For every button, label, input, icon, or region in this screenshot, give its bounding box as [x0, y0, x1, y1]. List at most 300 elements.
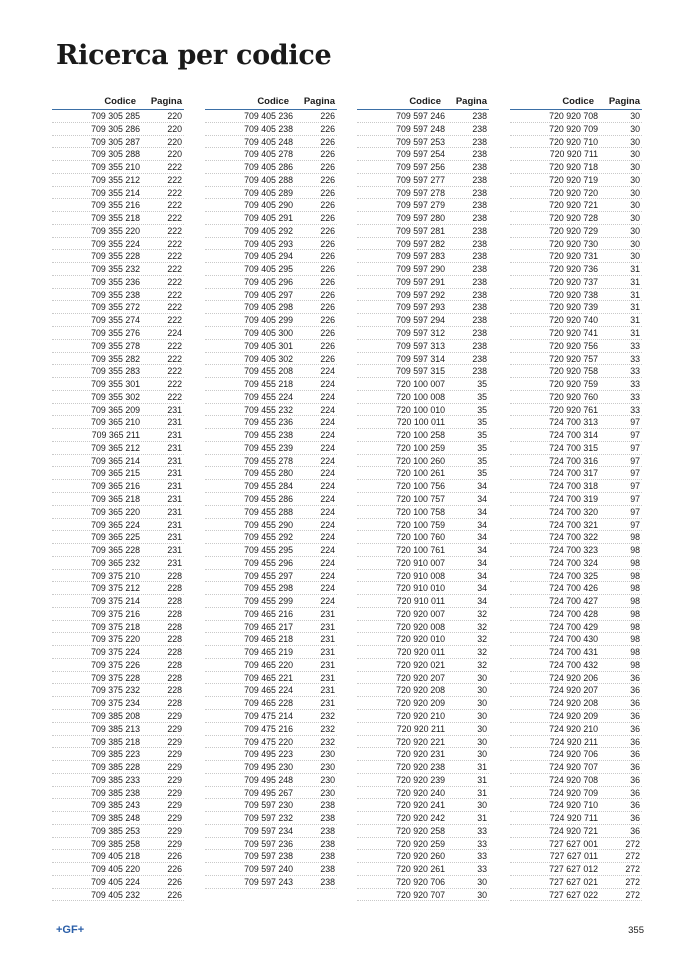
code-cell: 720 920 209	[396, 698, 445, 709]
table-row	[205, 340, 337, 353]
page-cell: 222	[167, 200, 182, 211]
code-cell: 709 597 234	[244, 825, 293, 836]
code-cell: 724 920 206	[549, 672, 598, 683]
table-row	[357, 289, 489, 302]
table-row	[52, 212, 184, 225]
page-cell: 98	[630, 647, 640, 658]
table-row	[510, 238, 642, 251]
page-cell: 230	[320, 749, 335, 760]
table-row	[357, 327, 489, 340]
code-cell: 724 700 315	[549, 442, 598, 453]
table-row	[510, 378, 642, 391]
page-cell: 228	[167, 596, 182, 607]
code-cell: 709 405 238	[244, 123, 293, 134]
code-cell: 720 920 261	[396, 864, 445, 875]
code-cell: 720 920 711	[549, 149, 598, 160]
code-cell: 709 375 232	[91, 685, 140, 696]
table-row	[357, 174, 489, 187]
table-row	[52, 570, 184, 583]
page-cell: 232	[320, 736, 335, 747]
page-cell: 226	[320, 238, 335, 249]
code-cell: 709 465 228	[244, 698, 293, 709]
page-cell: 228	[167, 570, 182, 581]
table-row	[357, 863, 489, 876]
code-cell: 709 455 296	[244, 557, 293, 568]
code-cell: 709 405 218	[91, 851, 140, 862]
table-row	[357, 225, 489, 238]
page-cell: 229	[167, 787, 182, 798]
code-cell: 709 385 233	[91, 774, 140, 785]
page-cell: 238	[472, 225, 487, 236]
code-cell: 709 355 218	[91, 213, 140, 224]
table-row	[52, 148, 184, 161]
table-row	[357, 825, 489, 838]
code-cell: 709 465 216	[244, 608, 293, 619]
page-cell: 220	[167, 136, 182, 147]
page-cell: 226	[320, 225, 335, 236]
page-cell: 98	[630, 557, 640, 568]
table-row	[52, 378, 184, 391]
table-row	[205, 684, 337, 697]
table-row	[205, 697, 337, 710]
code-cell: 709 455 297	[244, 570, 293, 581]
table-row	[52, 429, 184, 442]
table-row	[205, 225, 337, 238]
table-row	[52, 250, 184, 263]
code-cell: 709 355 282	[91, 353, 140, 364]
code-cell: 709 365 214	[91, 455, 140, 466]
table-row	[510, 748, 642, 761]
code-cell: 720 920 720	[549, 187, 598, 198]
table-row	[357, 838, 489, 851]
page-cell: 31	[477, 774, 487, 785]
page-cell: 34	[477, 506, 487, 517]
page-cell: 238	[472, 162, 487, 173]
table-row	[510, 799, 642, 812]
code-cell: 709 385 213	[91, 723, 140, 734]
code-cell: 709 465 218	[244, 634, 293, 645]
table-row	[205, 314, 337, 327]
table-row	[357, 263, 489, 276]
table-row	[205, 110, 337, 123]
table-row	[205, 187, 337, 200]
page-cell: 97	[630, 417, 640, 428]
page-cell: 36	[630, 774, 640, 785]
table-row	[357, 748, 489, 761]
table-row	[510, 519, 642, 532]
table-row	[205, 148, 337, 161]
page-cell: 238	[472, 315, 487, 326]
page-cell: 32	[477, 634, 487, 645]
table-row	[205, 378, 337, 391]
code-cell: 724 700 321	[549, 519, 598, 530]
code-cell: 727 627 021	[549, 876, 598, 887]
table-header	[205, 95, 337, 110]
page-cell: 229	[167, 736, 182, 747]
table-row	[205, 608, 337, 621]
page-cell: 30	[477, 698, 487, 709]
page-cell: 222	[167, 213, 182, 224]
page-cell: 36	[630, 710, 640, 721]
page-cell: 30	[477, 876, 487, 887]
code-cell: 709 455 298	[244, 583, 293, 594]
code-cell: 709 597 236	[244, 838, 293, 849]
table-row	[52, 519, 184, 532]
page-cell: 30	[630, 187, 640, 198]
code-cell: 709 597 243	[244, 876, 293, 887]
table-row	[510, 595, 642, 608]
code-cell: 724 700 429	[549, 621, 598, 632]
page-cell: 229	[167, 710, 182, 721]
table-row	[52, 506, 184, 519]
code-cell: 720 920 010	[396, 634, 445, 645]
code-cell: 724 920 207	[549, 685, 598, 696]
page-cell: 238	[320, 825, 335, 836]
code-cell: 709 355 276	[91, 328, 140, 339]
table-row	[357, 467, 489, 480]
table-row	[52, 301, 184, 314]
page-cell: 30	[630, 251, 640, 262]
table-row	[357, 595, 489, 608]
code-cell: 720 920 008	[396, 621, 445, 632]
code-cell: 709 405 278	[244, 149, 293, 160]
code-cell: 709 597 240	[244, 864, 293, 875]
page-cell: 33	[477, 851, 487, 862]
page-cell: 228	[167, 634, 182, 645]
code-cell: 709 405 289	[244, 187, 293, 198]
page-cell: 97	[630, 506, 640, 517]
code-cell: 724 700 428	[549, 608, 598, 619]
table-row	[205, 825, 337, 838]
page-cell: 224	[320, 379, 335, 390]
page-cell: 231	[320, 659, 335, 670]
table-row	[52, 123, 184, 136]
table-row	[357, 480, 489, 493]
header-page: Pagina	[455, 96, 487, 107]
code-cell: 709 455 278	[244, 455, 293, 466]
page-cell: 30	[630, 111, 640, 121]
table-row	[52, 467, 184, 480]
page-cell: 238	[472, 149, 487, 160]
code-table-2	[205, 95, 337, 889]
code-cell: 709 355 302	[91, 391, 140, 402]
table-row	[52, 608, 184, 621]
table-row	[52, 876, 184, 889]
code-cell: 709 597 238	[244, 851, 293, 862]
code-cell: 709 385 253	[91, 825, 140, 836]
table-row	[205, 391, 337, 404]
table-row	[205, 480, 337, 493]
table-row	[205, 353, 337, 366]
code-cell: 720 910 008	[396, 570, 445, 581]
page-cell: 97	[630, 442, 640, 453]
page-cell: 30	[630, 238, 640, 249]
page-cell: 231	[320, 634, 335, 645]
page-cell: 238	[472, 213, 487, 224]
page-cell: 228	[167, 608, 182, 619]
table-row	[205, 276, 337, 289]
table-row	[357, 761, 489, 774]
code-cell: 724 700 432	[549, 659, 598, 670]
page-cell: 33	[630, 391, 640, 402]
table-row	[205, 876, 337, 889]
page-cell: 222	[167, 353, 182, 364]
table-row	[510, 416, 642, 429]
page-cell: 220	[167, 123, 182, 134]
page-cell: 34	[477, 583, 487, 594]
table-rows	[357, 110, 489, 901]
table-row	[357, 710, 489, 723]
page-cell: 34	[477, 596, 487, 607]
page-cell: 31	[477, 762, 487, 773]
page-cell: 224	[320, 519, 335, 530]
page-cell: 231	[167, 404, 182, 415]
page-cell: 226	[320, 162, 335, 173]
code-cell: 709 597 248	[396, 123, 445, 134]
page-cell: 228	[167, 647, 182, 658]
table-row	[510, 863, 642, 876]
page-cell: 226	[320, 123, 335, 134]
page-cell: 36	[630, 813, 640, 824]
code-cell: 720 920 706	[396, 876, 445, 887]
page-cell: 34	[477, 481, 487, 492]
page-cell: 229	[167, 838, 182, 849]
page-cell: 238	[472, 251, 487, 262]
code-cell: 720 920 760	[549, 391, 598, 402]
code-cell: 709 355 278	[91, 340, 140, 351]
table-row	[52, 863, 184, 876]
code-cell: 709 375 216	[91, 608, 140, 619]
code-cell: 720 100 260	[396, 455, 445, 466]
code-cell: 720 920 258	[396, 825, 445, 836]
code-cell: 709 405 300	[244, 328, 293, 339]
table-row	[357, 723, 489, 736]
table-row	[205, 557, 337, 570]
page-cell: 33	[477, 825, 487, 836]
code-cell: 709 385 208	[91, 710, 140, 721]
table-row	[52, 838, 184, 851]
table-row	[357, 250, 489, 263]
table-row	[52, 531, 184, 544]
table-row	[510, 442, 642, 455]
code-cell: 709 475 220	[244, 736, 293, 747]
code-cell: 720 920 728	[549, 213, 598, 224]
code-cell: 720 920 208	[396, 685, 445, 696]
page-cell: 35	[477, 430, 487, 441]
code-cell: 724 700 325	[549, 570, 598, 581]
page-cell: 222	[167, 302, 182, 313]
page-cell: 32	[477, 621, 487, 632]
table-row	[52, 416, 184, 429]
page-cell: 36	[630, 698, 640, 709]
code-cell: 709 597 292	[396, 289, 445, 300]
table-row	[52, 289, 184, 302]
code-cell: 709 597 256	[396, 162, 445, 173]
code-cell: 709 455 236	[244, 417, 293, 428]
table-row	[510, 787, 642, 800]
table-row	[357, 570, 489, 583]
code-cell: 724 920 210	[549, 723, 598, 734]
page-cell: 238	[472, 276, 487, 287]
table-row	[52, 697, 184, 710]
table-row	[510, 736, 642, 749]
page-cell: 98	[630, 621, 640, 632]
code-cell: 709 355 272	[91, 302, 140, 313]
table-row	[510, 838, 642, 851]
code-cell: 709 597 278	[396, 187, 445, 198]
code-cell: 720 920 011	[396, 647, 445, 658]
page-cell: 238	[472, 353, 487, 364]
table-row	[357, 314, 489, 327]
page-cell: 30	[477, 710, 487, 721]
table-row	[510, 187, 642, 200]
page-cell: 231	[320, 685, 335, 696]
page-cell: 238	[472, 340, 487, 351]
page-cell: 222	[167, 174, 182, 185]
page-cell: 226	[320, 136, 335, 147]
page-title: Ricerca per codice	[56, 40, 332, 71]
table-row	[510, 391, 642, 404]
table-row	[510, 761, 642, 774]
table-row	[205, 850, 337, 863]
code-cell: 720 920 239	[396, 774, 445, 785]
table-row	[510, 493, 642, 506]
table-row	[205, 212, 337, 225]
page-cell: 98	[630, 545, 640, 556]
page-cell: 231	[167, 506, 182, 517]
page-cell: 226	[320, 340, 335, 351]
table-row	[52, 723, 184, 736]
table-row	[510, 314, 642, 327]
page-cell: 226	[167, 876, 182, 887]
page-cell: 224	[320, 442, 335, 453]
page-cell: 224	[320, 570, 335, 581]
table-row	[52, 455, 184, 468]
code-cell: 727 627 022	[549, 889, 598, 900]
table-row	[510, 174, 642, 187]
page-cell: 34	[477, 545, 487, 556]
table-row	[357, 774, 489, 787]
code-cell: 709 375 224	[91, 647, 140, 658]
page-cell: 98	[630, 608, 640, 619]
table-row	[205, 761, 337, 774]
code-cell: 720 920 740	[549, 315, 598, 326]
page-cell: 33	[477, 864, 487, 875]
table-row	[510, 340, 642, 353]
code-cell: 724 700 430	[549, 634, 598, 645]
table-row	[205, 570, 337, 583]
page-cell: 35	[477, 468, 487, 479]
code-cell: 720 910 007	[396, 557, 445, 568]
table-row	[510, 148, 642, 161]
table-row	[510, 557, 642, 570]
code-cell: 720 920 721	[549, 200, 598, 211]
page-cell: 272	[625, 851, 640, 862]
table-row	[510, 225, 642, 238]
page-cell: 30	[477, 736, 487, 747]
header-page: Pagina	[608, 96, 640, 107]
table-row	[357, 148, 489, 161]
code-cell: 709 385 238	[91, 787, 140, 798]
table-row	[357, 697, 489, 710]
table-row	[357, 238, 489, 251]
page-cell: 224	[320, 583, 335, 594]
code-cell: 720 100 756	[396, 481, 445, 492]
page-cell: 226	[320, 289, 335, 300]
code-cell: 720 920 021	[396, 659, 445, 670]
page-cell: 36	[630, 787, 640, 798]
code-cell: 720 920 207	[396, 672, 445, 683]
table-row	[510, 480, 642, 493]
table-row	[357, 187, 489, 200]
code-cell: 709 465 219	[244, 647, 293, 658]
table-row	[357, 799, 489, 812]
code-cell: 724 700 322	[549, 532, 598, 543]
code-cell: 720 920 730	[549, 238, 598, 249]
code-cell: 720 910 010	[396, 583, 445, 594]
table-row	[510, 301, 642, 314]
code-cell: 709 305 287	[91, 136, 140, 147]
code-cell: 720 920 710	[549, 136, 598, 147]
code-cell: 709 365 212	[91, 442, 140, 453]
table-row	[52, 276, 184, 289]
page-cell: 34	[477, 493, 487, 504]
table-row	[357, 391, 489, 404]
page-cell: 226	[320, 111, 335, 121]
table-row	[205, 136, 337, 149]
table-row	[510, 123, 642, 136]
table-row	[510, 429, 642, 442]
page-cell: 238	[472, 200, 487, 211]
page-cell: 222	[167, 366, 182, 377]
table-row	[205, 404, 337, 417]
table-row	[205, 838, 337, 851]
table-row	[357, 429, 489, 442]
page-cell: 224	[320, 596, 335, 607]
table-row	[52, 161, 184, 174]
code-cell: 724 700 313	[549, 417, 598, 428]
code-cell: 709 597 293	[396, 302, 445, 313]
page-cell: 238	[472, 187, 487, 198]
table-row	[510, 659, 642, 672]
page-cell: 30	[630, 213, 640, 224]
table-row	[510, 723, 642, 736]
page-cell: 238	[472, 111, 487, 121]
code-cell: 709 355 301	[91, 379, 140, 390]
page-cell: 35	[477, 379, 487, 390]
page-cell: 224	[320, 468, 335, 479]
code-cell: 720 920 260	[396, 851, 445, 862]
page-cell: 36	[630, 736, 640, 747]
code-cell: 709 455 295	[244, 545, 293, 556]
code-cell: 720 100 011	[396, 417, 445, 428]
table-row	[510, 812, 642, 825]
table-row	[52, 480, 184, 493]
code-cell: 709 355 228	[91, 251, 140, 262]
code-cell: 720 100 259	[396, 442, 445, 453]
table-row	[510, 212, 642, 225]
table-row	[205, 161, 337, 174]
code-cell: 709 455 288	[244, 506, 293, 517]
code-cell: 720 920 739	[549, 302, 598, 313]
page-cell: 34	[477, 557, 487, 568]
code-cell: 720 920 238	[396, 762, 445, 773]
code-cell: 724 700 323	[549, 545, 598, 556]
page-cell: 35	[477, 417, 487, 428]
code-cell: 709 365 210	[91, 417, 140, 428]
code-cell: 724 700 324	[549, 557, 598, 568]
header-code: Codice	[562, 96, 594, 107]
